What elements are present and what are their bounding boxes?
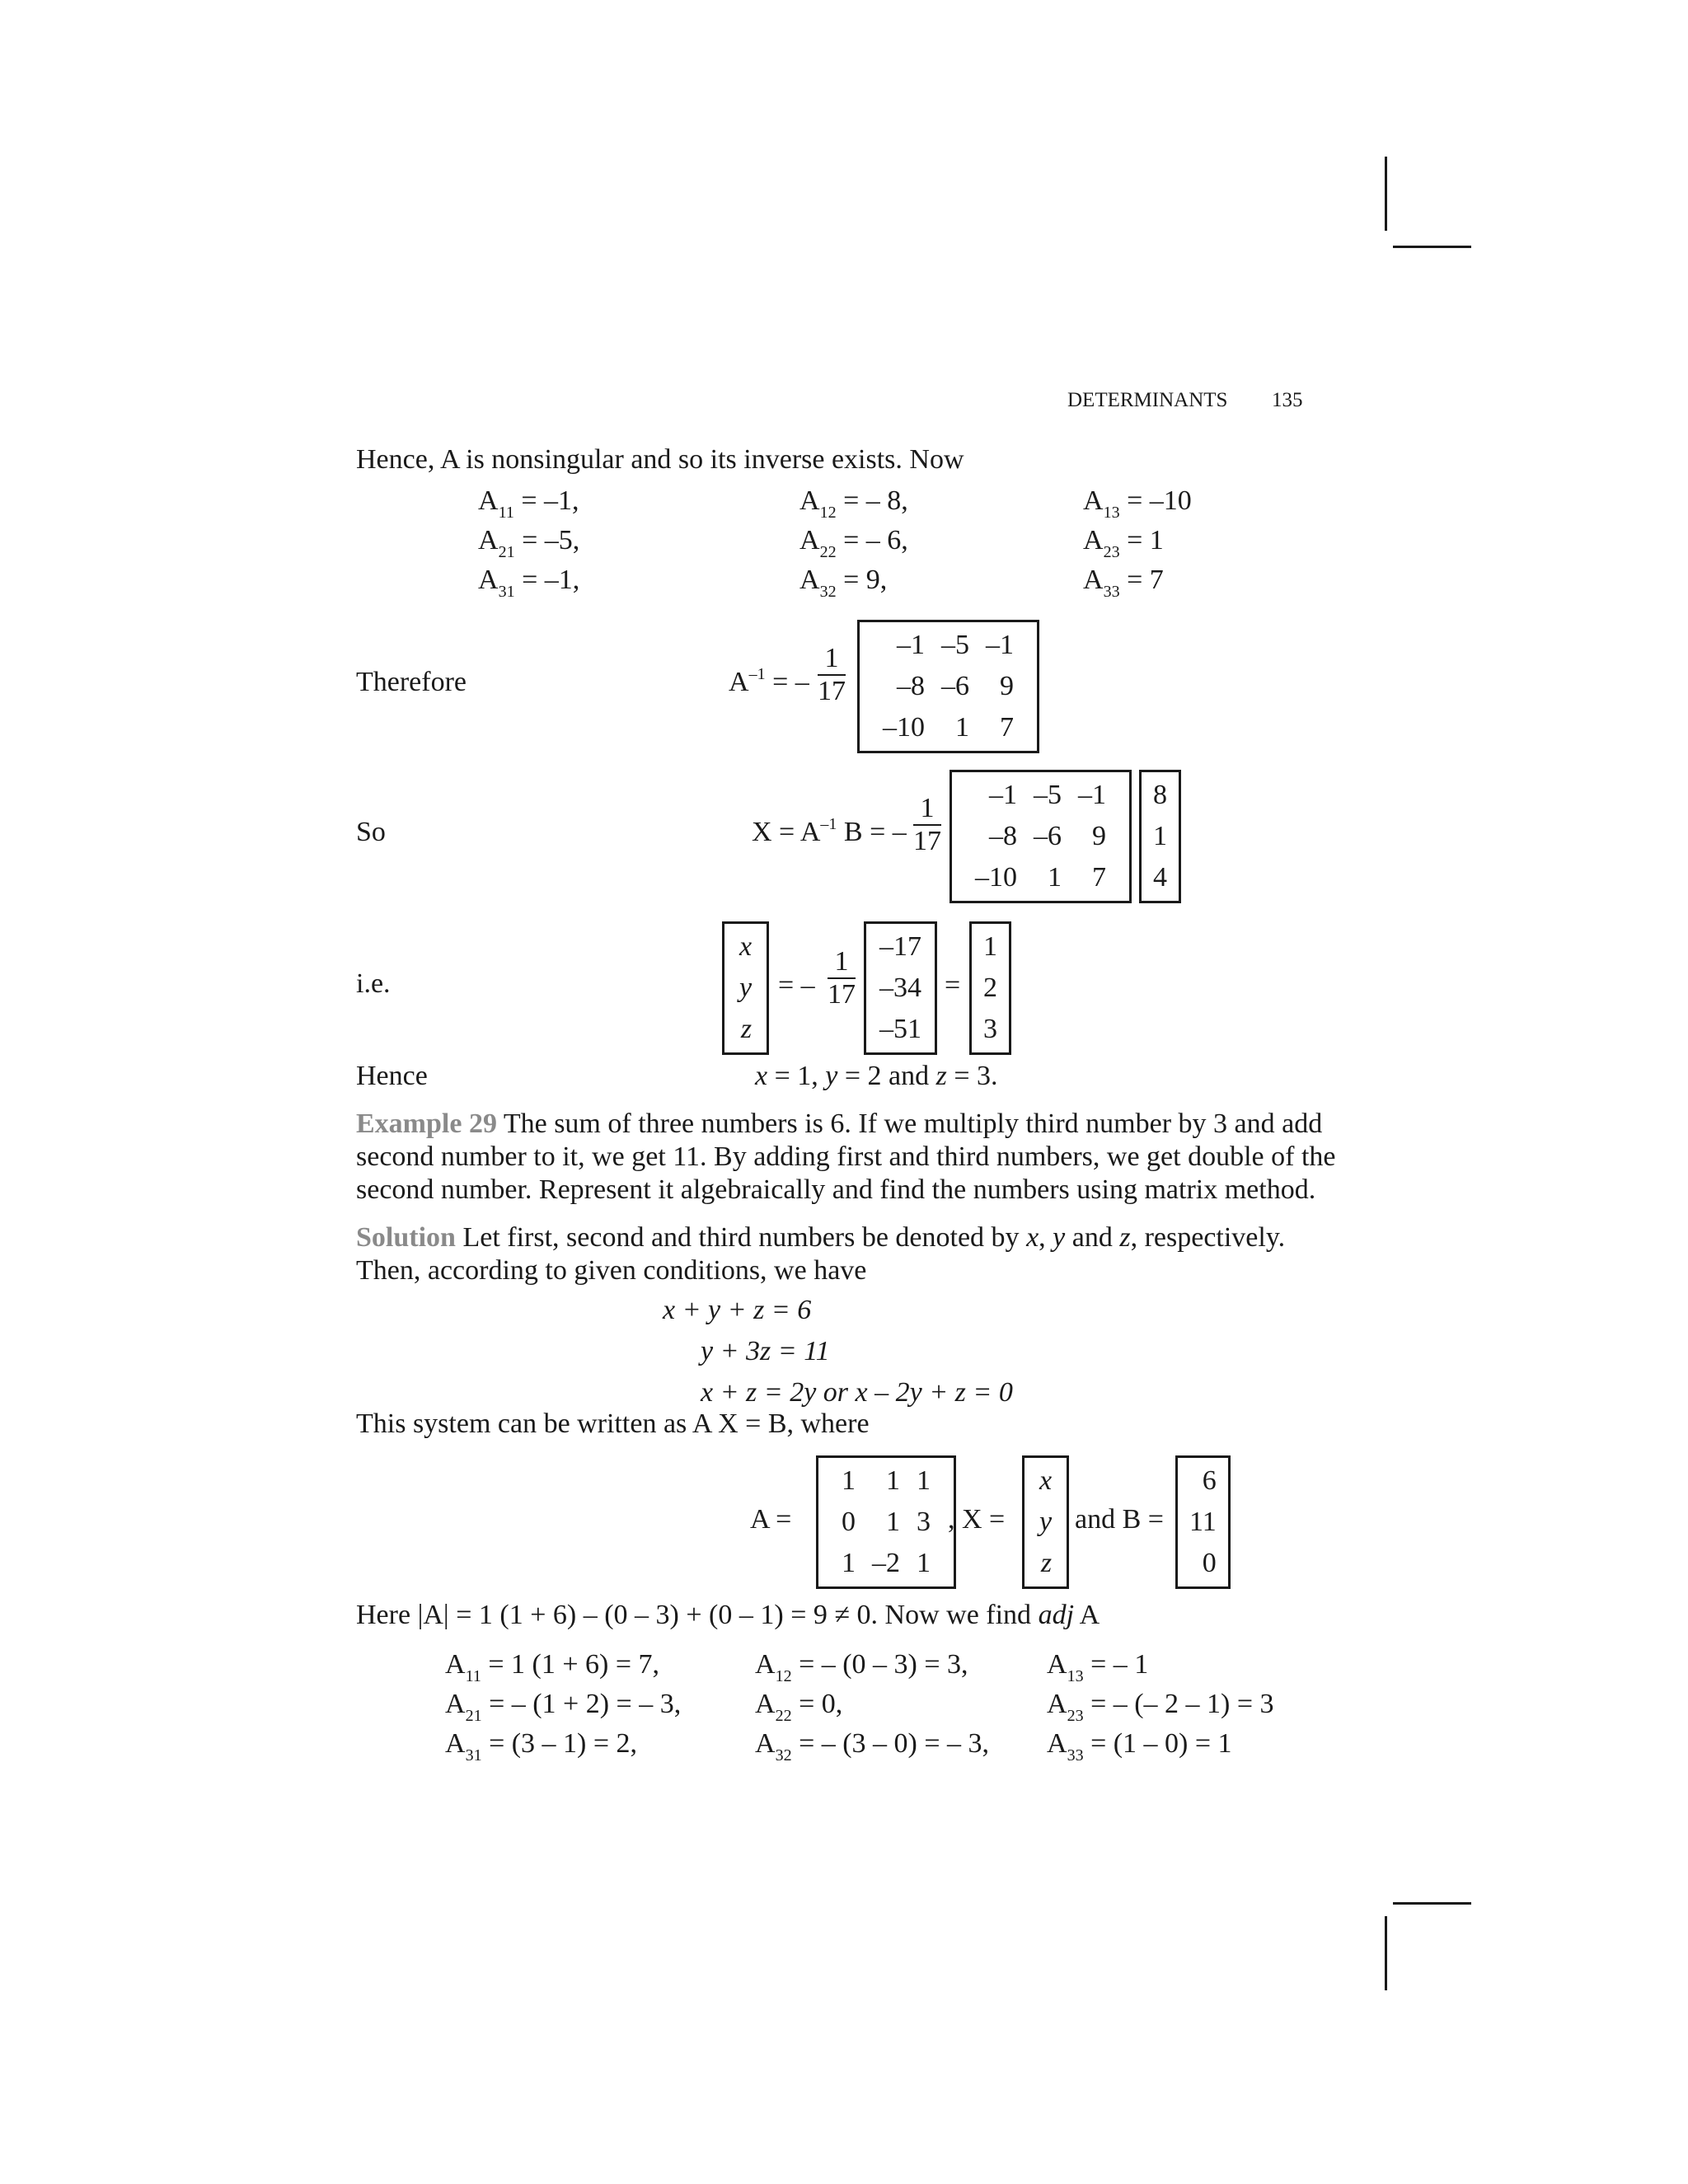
- hence-result: x = 1, y = 2 and z = 3.: [755, 1061, 998, 1091]
- inverse-lhs: $A^{-1}$ = –: [729, 665, 809, 697]
- cofactor2-a12: $A_{12}$ = – (0 – 3) = 3,: [755, 1649, 968, 1685]
- cofactor-a31: $A_{31} = -1$,: [478, 565, 580, 601]
- so-lhs: $X = A^{-1}$ B = –: [752, 815, 907, 847]
- xyz-vector: x y z: [722, 921, 769, 1055]
- product-vector: –17 –34 –51: [864, 921, 937, 1055]
- coefficient-matrix: 1 1 1 0 1 3 1 –2 1: [816, 1455, 956, 1589]
- cofactor-a12: $A_{12}$ = – 8,: [799, 485, 908, 522]
- label-therefore: Therefore: [356, 667, 467, 697]
- crop-mark-bottom-vertical: [1385, 1916, 1387, 1990]
- cofactor2-a21: $A_{21}$ = – (1 + 2) = – 3,: [445, 1689, 682, 1725]
- so-inverse-matrix: –1 –5 –1 –8 –6 9 –10 1 7: [950, 770, 1132, 903]
- so-fraction: $\frac{1}{17}$: [913, 793, 941, 856]
- inverse-fraction: $\frac{1}{17}$: [818, 643, 846, 706]
- cofactor2-a23: $A_{23}$ = – (– 2 – 1) = 3: [1047, 1689, 1274, 1725]
- cofactor-a13: $A_{13} = -10$: [1083, 485, 1192, 522]
- variable-vector: x y z: [1022, 1455, 1069, 1589]
- label-hence: Hence: [356, 1061, 428, 1091]
- intro-text: Hence, A is nonsingular and so its inverse exists. Now: [356, 444, 964, 475]
- example-29-line-2: second number to it, we get 11. By adding first and third numbers, we get double of the: [356, 1141, 1336, 1172]
- cofactor-a33: $A_{33} = 7$: [1083, 565, 1164, 601]
- crop-mark-top-vertical: [1385, 157, 1387, 231]
- label-ie: i.e.: [356, 968, 391, 999]
- solution-label: Solution: [356, 1222, 456, 1253]
- example-29-line-3: second number. Represent it algebraically and find the numbers using matrix method.: [356, 1174, 1316, 1205]
- cofactor2-a13: $A_{13}$ = – 1: [1047, 1649, 1149, 1685]
- b-vector: 8 1 4: [1139, 770, 1181, 903]
- solution-line-1: Solution Let first, second and third numbers be denoted by x, y and z, respectively.: [356, 1222, 1286, 1253]
- equation-2: y + 3z = 11: [701, 1336, 830, 1366]
- ie-eq-sign-2: =: [945, 970, 961, 1001]
- label-so: So: [356, 817, 386, 847]
- crop-mark-top-horizontal: [1393, 246, 1471, 248]
- ie-eq-sign: = –: [778, 970, 815, 1001]
- equation-1: x + y + z = 6: [663, 1295, 812, 1325]
- cofactor-a21: $A_{21} = -5$,: [478, 525, 580, 561]
- ie-fraction: $\frac{1}{17}$: [828, 946, 856, 1010]
- cofactor-a23: $A_{23} = 1$: [1083, 525, 1164, 561]
- page-number: 135: [1272, 389, 1303, 411]
- cofactor2-a32: $A_{32}$ = – (3 – 0) = – 3,: [755, 1728, 990, 1765]
- a-label: A =: [750, 1504, 792, 1535]
- inverse-matrix: –1 –5 –1 –8 –6 9 –10 1 7: [857, 620, 1039, 753]
- running-title: DETERMINANTS: [1067, 389, 1228, 411]
- cofactor-a22: $A_{22}$ = – 6,: [799, 525, 908, 561]
- solution-line-2: Then, according to given conditions, we have: [356, 1255, 867, 1286]
- crop-mark-bottom-horizontal: [1393, 1902, 1471, 1905]
- example-label: Example 29: [356, 1108, 497, 1139]
- cofactor-a32: $A_{32} = 9$,: [799, 565, 888, 601]
- example-29-line-1: Example 29 The sum of three numbers is 6. If we multiply third number by 3 and add: [356, 1108, 1323, 1139]
- result-vector: 1 2 3: [969, 921, 1011, 1055]
- x-label: , X =: [948, 1504, 1006, 1535]
- system-line: This system can be written as A X = B, where: [356, 1408, 870, 1439]
- constant-vector: 6 11 0: [1175, 1455, 1231, 1589]
- determinant-line: Here |A| = 1 (1 + 6) – (0 – 3) + (0 – 1) = 9 ≠ 0. Now we find adj A: [356, 1600, 1100, 1630]
- cofactor2-a22: $A_{22} = 0$,: [755, 1689, 843, 1725]
- b-label: and B =: [1075, 1504, 1164, 1535]
- cofactor-a11: $A_{11} = -1$,: [478, 485, 579, 522]
- cofactor2-a11: $A_{11} = 1$ (1 + 6) = 7,: [445, 1649, 659, 1685]
- cofactor2-a31: $A_{31} = (3 - 1) = 2$,: [445, 1728, 638, 1765]
- cofactor2-a33: $A_{33} = (1 - 0) = 1$: [1047, 1728, 1232, 1765]
- equation-3: x + z = 2y or x – 2y + z = 0: [701, 1377, 1013, 1408]
